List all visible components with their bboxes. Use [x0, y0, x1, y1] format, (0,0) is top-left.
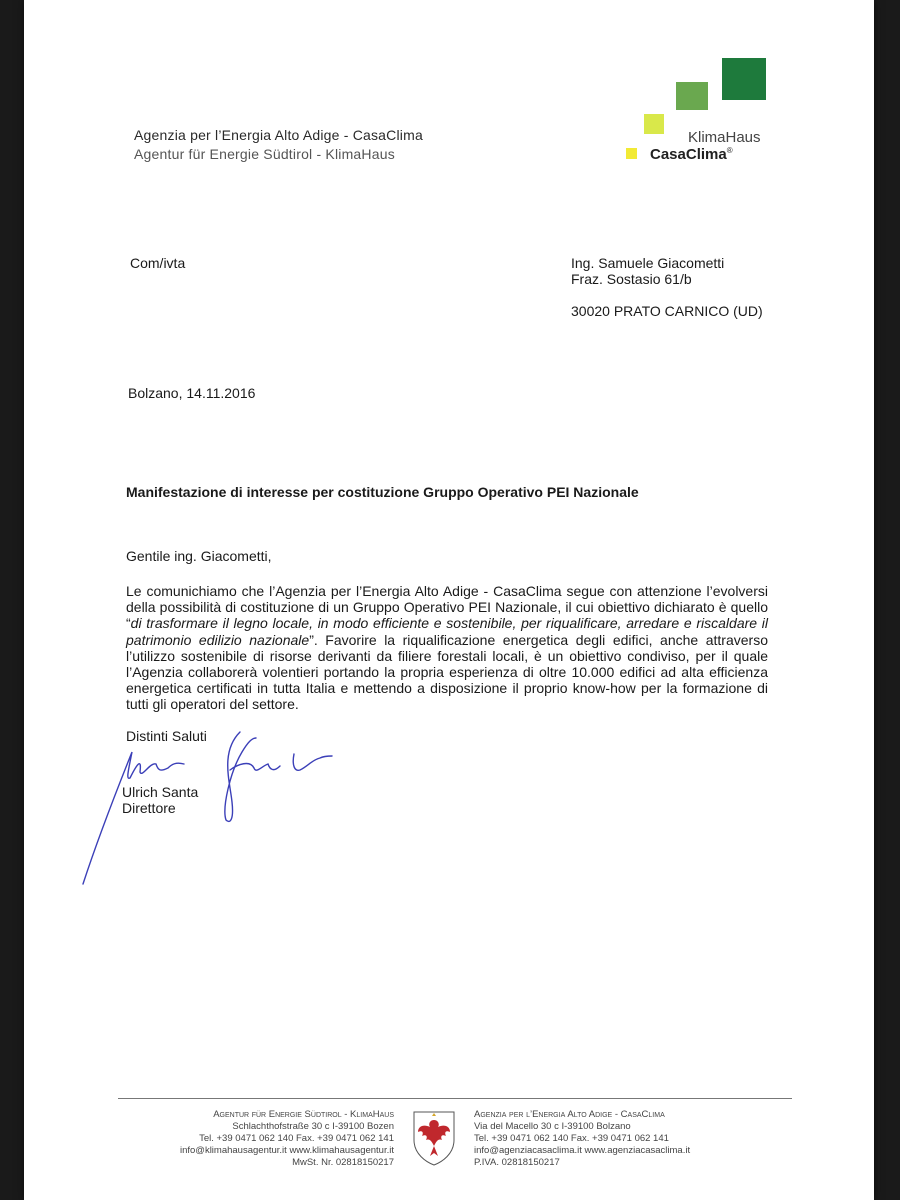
recipient-name: Ing. Samuele Giacometti [571, 255, 725, 271]
body-quote: di trasformare il legno locale, in modo efficiente e sostenibile, per riqualificare, arredare e riscaldare il patrimonio edilizio nazionale [126, 615, 768, 648]
logo-square-small [626, 148, 637, 159]
body-part-2: ”. Favorire la riqualificazione energetica degli edifici, anche attraverso l’utilizzo sostenibile di risorse derivanti da filiere forestali locali, è un obiettivo condiviso, per il quale l’Agenzia collaborerà volentieri portando la propria esperienza di oltre 10.000 edifici ad alta efficienza energetica certificati in tutta Italia e mettendo a disposizione il proprio know-how per la formazione di tutti gli operatori del settore. [126, 631, 768, 713]
recipient-address [571, 255, 763, 320]
logo-square-light [644, 114, 664, 134]
body-paragraph [126, 583, 768, 713]
footer-divider [118, 1098, 792, 1099]
salutation: Gentile ing. Giacometti, [126, 548, 272, 564]
footer-it-address: Via del Macello 30 c I-39100 Bolzano [474, 1121, 631, 1132]
footer-german [142, 1109, 394, 1169]
signer-block [122, 784, 198, 816]
footer-de-phone: Tel. +39 0471 062 140 Fax. +39 0471 062 141 [199, 1133, 394, 1144]
letterhead-agency-it: Agenzia per l’Energia Alto Adige - CasaClima [134, 127, 423, 143]
letterhead-agency-de: Agentur für Energie Südtirol - KlimaHaus [134, 146, 395, 162]
body-part-1: Le comunichiamo che l’Agenzia per l’Energia Alto Adige - CasaClima segue con attenzione l’evolversi della possibilità di costituzione di un Gruppo Operativo PEI Nazionale, il cui obiettivo dichiarato è quello “ [126, 583, 768, 632]
letter-date: Bolzano, 14.11.2016 [128, 385, 256, 401]
footer-it-web: info@agenziacasaclima.it www.agenziacasaclima.it [474, 1145, 691, 1156]
south-tyrol-eagle-crest-icon [412, 1110, 456, 1166]
footer-de-tax: MwSt. Nr. 02818150217 [292, 1157, 394, 1168]
footer-it-phone: Tel. +39 0471 062 140 Fax. +39 0471 062 141 [474, 1133, 669, 1144]
footer-italian [474, 1109, 774, 1169]
footer-de-address: Schlachthofstraße 30 c I-39100 Bozen [232, 1121, 394, 1132]
recipient-street: Fraz. Sostasio 61/b [571, 271, 692, 288]
logo-square-mid [676, 82, 708, 110]
logo-text-klimahaus: KlimaHaus [688, 129, 761, 146]
recipient-city: 30020 PRATO CARNICO (UD) [571, 303, 763, 320]
signer-role: Direttore [122, 800, 176, 817]
letter-subject: Manifestazione di interesse per costituzione Gruppo Operativo PEI Nazionale [126, 484, 639, 500]
logo-square-dark [722, 58, 766, 100]
signer-name: Ulrich Santa [122, 784, 199, 800]
footer-it-title: Agenzia per l’Energia Alto Adige - CasaClima [474, 1109, 665, 1120]
logo-text-casaclima: CasaClima® [650, 146, 733, 163]
footer-de-title: Agentur für Energie Südtirol - KlimaHaus [213, 1109, 394, 1120]
closing: Distinti Saluti [126, 728, 207, 744]
letter-page [24, 0, 874, 1200]
footer-de-web: info@klimahausagentur.it www.klimahausagentur.it [179, 1145, 394, 1156]
registered-mark: ® [726, 146, 733, 155]
handwritten-signature [80, 712, 340, 892]
reference-code: Com/ivta [130, 255, 186, 271]
footer-it-tax: P.IVA. 02818150217 [474, 1157, 560, 1168]
